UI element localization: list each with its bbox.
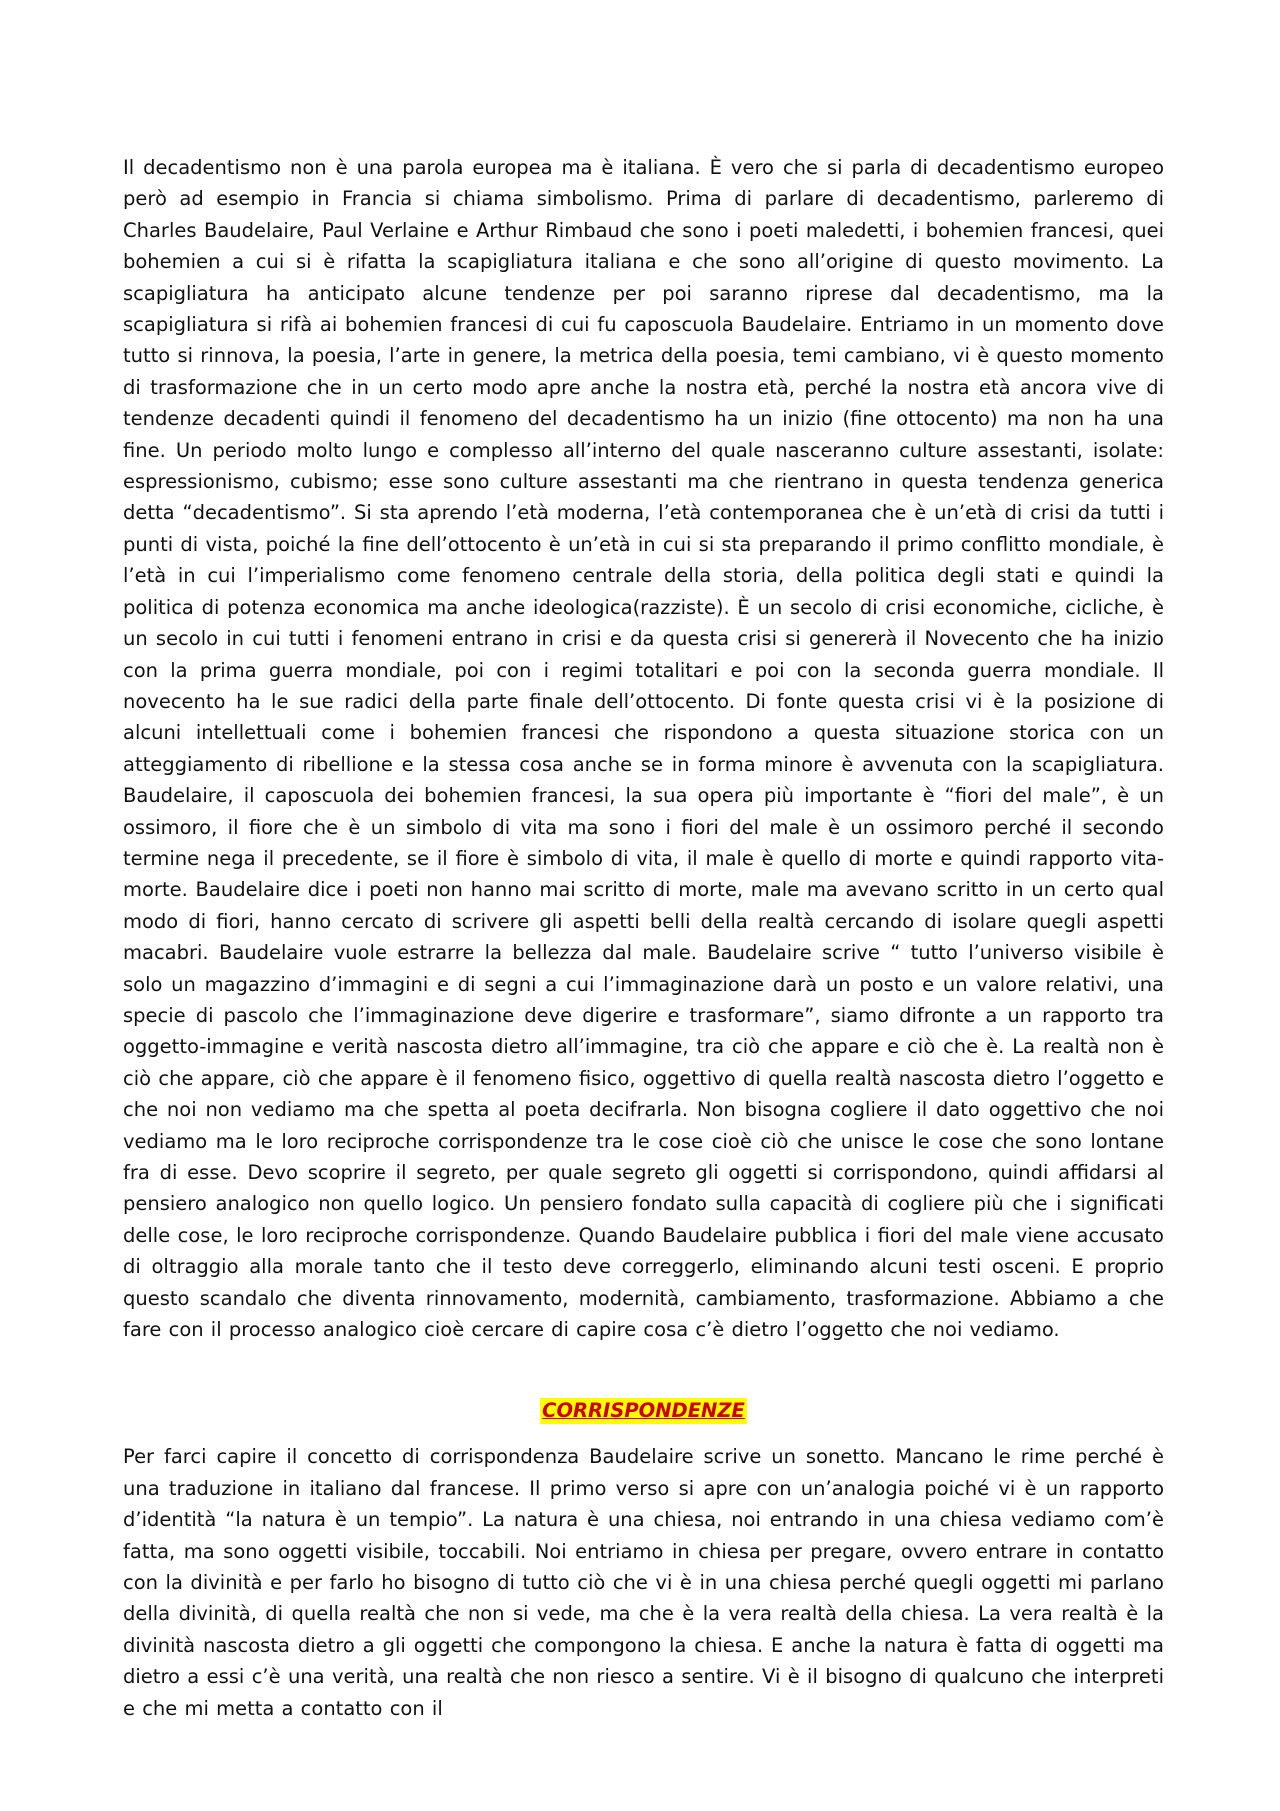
document-body xyxy=(123,152,1164,1724)
body-paragraph-1: Il decadentismo non è una parola europea ma è italiana. È vero che si parla di decadentismo europeo però ad esempio in Francia si chiama simbolismo. Prima di parlare di decadentismo, parleremo di Charles Baudelaire, Paul Verlaine e Arthur Rimbaud che sono i poeti maledetti, i bohemien francesi, quei bohemien a cui si è rifatta la scapigliatura italiana e che sono all’origine di questo movimento. La scapigliatura ha anticipato alcune tendenze per poi saranno riprese dal decadentismo, ma la scapigliatura si rifà ai bohemien francesi di cui fu caposcuola Baudelaire. Entriamo in un momento dove tutto si rinnova, la poesia, l’arte in genere, la metrica della poesia, temi cambiano, vi è questo momento di trasformazione che in un certo modo apre anche la nostra età, perché la nostra età ancora vive di tendenze decadenti quindi il fenomeno del decadentismo ha un inizio (fine ottocento) ma non ha una fine. Un periodo molto lungo e complesso all’interno del quale nasceranno culture assestanti, isolate: espressionismo, cubismo; esse sono culture assestanti ma che rientrano in questa tendenza generica detta “decadentismo”. Si sta aprendo l’età moderna, l’età contemporanea che è un’età di crisi da tutti i punti di vista, poiché la fine dell’ottocento è un’età in cui si sta preparando il primo conflitto mondiale, è l’età in cui l’imperialismo come fenomeno centrale della storia, della politica degli stati e quindi la politica di potenza economica ma anche ideologica(razziste). È un secolo di crisi economiche, cicliche, è un secolo in cui tutti i fenomeni entrano in crisi e da questa crisi si genererà il Novecento che ha inizio con la prima guerra mondiale, poi con i regimi totalitari e poi con la seconda guerra mondiale. Il novecento ha le sue radici della parte finale dell’ottocento. Di fonte questa crisi vi è la posizione di alcuni intellettuali come i bohemien francesi che rispondono a questa situazione storica con un atteggiamento di ribellione e la stessa cosa anche se in forma minore è avvenuta con la scapigliatura. Baudelaire, il caposcuola dei bohemien francesi, la sua opera più importante è “fiori del male”, è un ossimoro, il fiore che è un simbolo di vita ma sono i fiori del male è un ossimoro perché il secondo termine nega il precedente, se il fiore è simbolo di vita, il male è quello di morte e quindi rapporto vita-morte. Baudelaire dice i poeti non hanno mai scritto di morte, male ma avevano scritto in un certo qual modo di fiori, hanno cercato di scrivere gli aspetti belli della realtà cercando di isolare quegli aspetti macabri. Baudelaire vuole estrarre la bellezza dal male. Baudelaire scrive “ tutto l’universo visibile è solo un magazzino d’immagini e di segni a cui l’immaginazione darà un posto e un valore relativi, una specie di pascolo che l’immaginazione deve digerire e trasformare”, siamo difronte a un rapporto tra oggetto-immagine e verità nascosta dietro all’immagine, tra ciò che appare e ciò che è. La realtà non è ciò che appare, ciò che appare è il fenomeno fisico, oggettivo di quella realtà nascosta dietro l’oggetto e che noi non vediamo ma che spetta al poeta decifrarla. Non bisogna cogliere il dato oggettivo che noi vediamo ma le loro reciproche corrispondenze tra le cose cioè ciò che unisce le cose che sono lontane fra di esse. Devo scoprire il segreto, per quale segreto gli oggetti si corrispondono, quindi affidarsi al pensiero analogico non quello logico. Un pensiero fondato sulla capacità di cogliere più che i significati delle cose, le loro reciproche corrispondenze. Quando Baudelaire pubblica i fiori del male viene accusato di oltraggio alla morale tanto che il testo deve correggerlo, eliminando alcuni testi osceni. E proprio questo scandalo che diventa rinnovamento, modernità, cambiamento, trasformazione. Abbiamo a che fare con il processo analogico cioè cercare di capire cosa c’è dietro l’oggetto che noi vediamo. xyxy=(123,156,1164,1342)
body-paragraph-2: Per farci capire il concetto di corrispondenza Baudelaire scrive un sonetto. Mancano le rime perché è una traduzione in italiano dal francese. Il primo verso si apre con un’analogia poiché vi è un rapporto d’identità “la natura è un tempio”. La natura è una chiesa, noi entrando in una chiesa vediamo com’è fatta, ma sono oggetti visibile, toccabili. Noi entriamo in chiesa per pregare, ovvero entrare in contatto con la divinità e per farlo ho bisogno di tutto ciò che vi è in una chiesa perché quegli oggetti mi parlano della divinità, di quella realtà che non si vede, ma che è la vera realtà della chiesa. La vera realtà è la divinità nascosta dietro a gli oggetti che compongono la chiesa. E anche la natura è fatta di oggetti ma dietro a essi c’è una verità, una realtà che non riesco a sentire. Vi è il bisogno di qualcuno che interpreti e che mi metta a contatto con il xyxy=(123,1445,1164,1720)
section-heading xyxy=(123,1395,1164,1427)
section-title-corrispondenze: CORRISPONDENZE xyxy=(542,1399,745,1423)
